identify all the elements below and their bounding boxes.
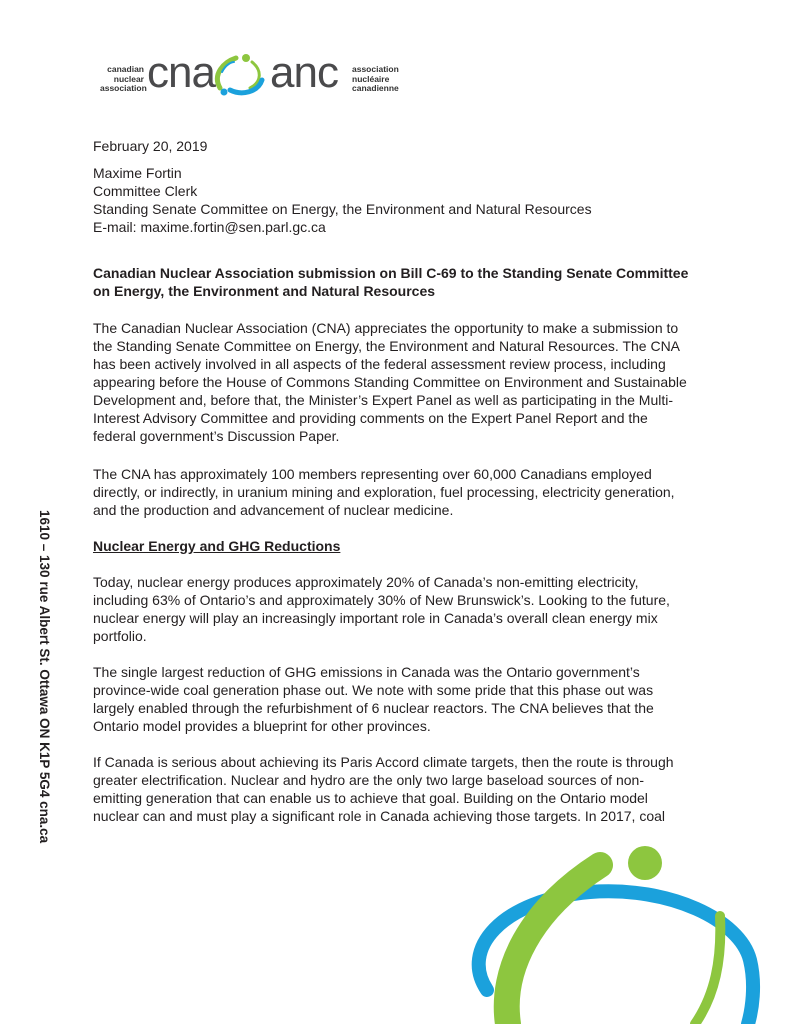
text-line: including 63% of Ontario’s and approximately 30% of New Brunswick’s. Looking to the future, (93, 592, 670, 608)
logo-text-line: canadian (107, 64, 144, 74)
text-line: portfolio. (93, 628, 147, 644)
side-address (30, 510, 50, 845)
paragraph-4 (93, 663, 654, 735)
logo-text-line: association (352, 64, 399, 74)
section-heading-text: Nuclear Energy and GHG Reductions (93, 538, 341, 554)
subject-heading (93, 264, 688, 300)
text-line: The single largest reduction of GHG emissions in Canada was the Ontario government’s (93, 664, 640, 680)
cna-logo (100, 50, 400, 96)
text-line: federal government’s Discussion Paper. (93, 428, 340, 444)
date-text: February 20, 2019 (93, 138, 208, 154)
recipient-name: Maxime Fortin (93, 165, 182, 181)
recipient-committee: Standing Senate Committee on Energy, the Environment and Natural Resources (93, 201, 592, 217)
text-line: Interest Advisory Committee and providing comments on the Expert Panel Report and the (93, 410, 648, 426)
logo-left-text (100, 64, 147, 94)
subject-line: Canadian Nuclear Association submission on Bill C-69 to the Standing Senate Committee (93, 265, 689, 281)
text-line: largely enabled through the refurbishment of 6 nuclear reactors. The CNA believes that the (93, 700, 654, 716)
text-line: greater electrification. Nuclear and hydro are the only two large baseload sources of non- (93, 772, 644, 788)
decorative-atom-graphic (460, 830, 791, 1024)
text-line: The CNA has approximately 100 members representing over 60,000 Canadians employed (93, 466, 652, 482)
paragraph-2 (93, 465, 675, 519)
recipient-title: Committee Clerk (93, 183, 198, 199)
letter-date (93, 137, 207, 155)
logo-text-line: association (100, 83, 147, 93)
subject-line: on Energy, the Environment and Natural Resources (93, 283, 436, 299)
atom-logo-icon (212, 52, 268, 98)
green-figure-arc (507, 865, 600, 1024)
text-line: The Canadian Nuclear Association (CNA) appreciates the opportunity to make a submission to (93, 320, 679, 336)
paragraph-5 (93, 753, 674, 825)
text-line: Today, nuclear energy produces approximately 20% of Canada’s non-emitting electricity, (93, 574, 639, 590)
side-address-text: 1610 – 130 rue Albert St. Ottawa ON K1P 5G4 cna.ca (37, 510, 52, 844)
paragraph-1 (93, 319, 687, 445)
section-heading (93, 537, 340, 555)
recipient-email: E-mail: maxime.fortin@sen.parl.gc.ca (93, 219, 326, 235)
logo-anc-word: anc (270, 48, 338, 97)
logo-right-text (352, 65, 399, 94)
text-line: province-wide coal generation phase out. We note with some pride that this phase out was (93, 682, 654, 698)
logo-text-line: nucléaire (352, 73, 390, 84)
logo-cna-word: cna (147, 48, 215, 97)
paragraph-3 (93, 573, 670, 645)
green-dot (628, 846, 662, 880)
text-line: appearing before the House of Commons Standing Committee on Environment and Sustainable (93, 374, 687, 390)
text-line: Ontario model provides a blueprint for other provinces. (93, 718, 431, 734)
text-line: nuclear energy will play an increasingly important role in Canada’s overall clean energy mix (93, 610, 658, 626)
text-line: nuclear can and must play a significant role in Canada achieving those targets. In 2017, coal (93, 808, 666, 824)
text-line: Development and, before that, the Minister’s Expert Panel as well as participating in the Multi- (93, 392, 674, 408)
text-line: has been actively involved in all aspects of the federal assessment review process, including (93, 356, 666, 372)
logo-text-line: canadienne (352, 83, 399, 93)
text-line: directly, or indirectly, in uranium mining and exploration, fuel processing, electricity generation, (93, 484, 675, 500)
text-line: emitting generation that can enable us to achieve that goal. Building on the Ontario model (93, 790, 648, 806)
green-small-arc (695, 916, 720, 1024)
text-line: the Standing Senate Committee on Energy, the Environment and Natural Resources. The CNA (93, 338, 681, 354)
recipient-address (93, 164, 592, 236)
logo-text-line: nuclear (113, 73, 144, 84)
text-line: and the production and advancement of nuclear medicine. (93, 502, 454, 518)
text-line: If Canada is serious about achieving its Paris Accord climate targets, then the route is through (93, 754, 674, 770)
